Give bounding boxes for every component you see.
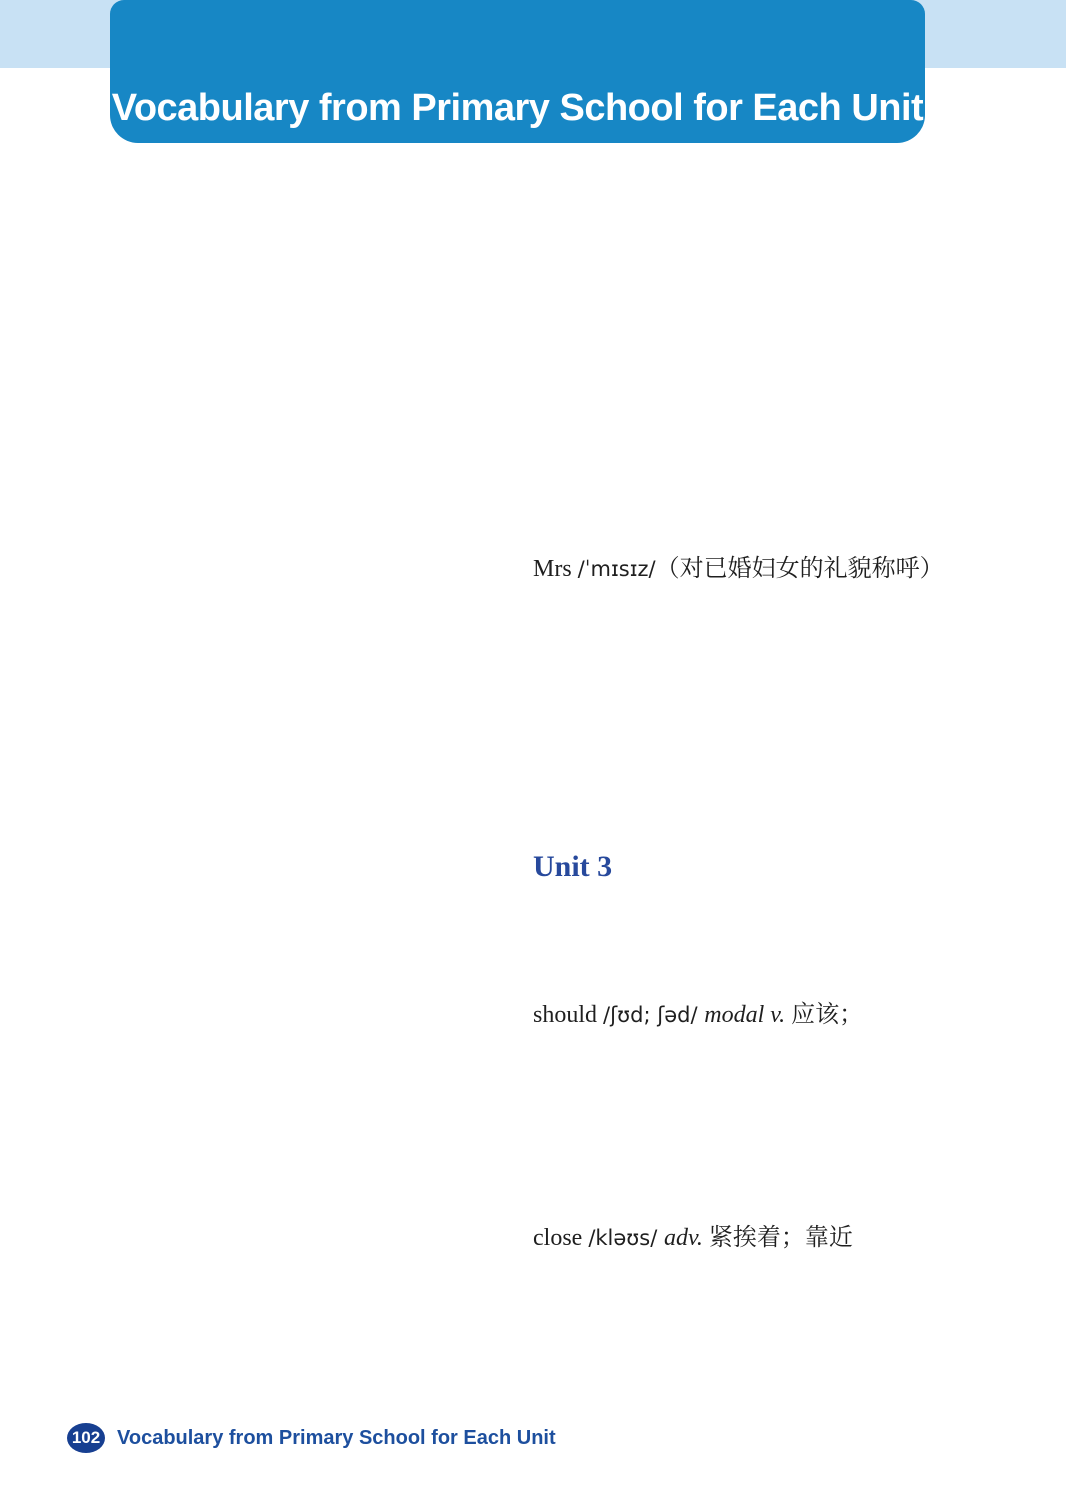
- vocab-entry-line: [533, 1146, 921, 1183]
- entry-text: [533, 556, 944, 582]
- entry-phonetic: /kləʊs/: [588, 1226, 664, 1251]
- vocab-entry-line: [533, 1332, 921, 1369]
- footer-page-number: 102: [71, 1428, 101, 1447]
- entry-text: [533, 1225, 853, 1251]
- entry-word: Mrs: [533, 555, 578, 582]
- entry-phonetic: /ʃʊd; ʃəd/: [603, 1002, 705, 1027]
- page-title: Vocabulary from Primary School for Each Unit: [111, 87, 924, 129]
- vocab-entry-line: [533, 662, 921, 699]
- vocab-entry-line: [533, 588, 921, 625]
- vocab-entry-line: [533, 699, 921, 736]
- vocab-entry-line: [533, 439, 921, 476]
- vocab-entry-line: [533, 253, 921, 290]
- page-banner: [110, 0, 925, 143]
- entry-phonetic: /ˈmɪsɪz/: [577, 556, 656, 581]
- vocab-entry-line: [533, 1257, 921, 1294]
- vocab-entry-line: [533, 1294, 921, 1331]
- vocab-entry-line: [533, 1220, 921, 1257]
- vocab-entry-line: [533, 476, 921, 513]
- entry-word: close: [533, 1225, 589, 1252]
- vocab-entry-line: [533, 997, 921, 1034]
- vocab-entry-line: [533, 1071, 921, 1108]
- vocab-entry-line: [533, 551, 944, 588]
- entry-translation: 紧挨着；靠近: [708, 1225, 853, 1252]
- vocab-entry-line: [533, 1034, 921, 1071]
- unit-heading: Unit 3: [533, 850, 613, 884]
- vocab-entry-line: [533, 885, 921, 922]
- footer-title: Vocabulary from Primary School for Each Unit: [117, 1427, 556, 1449]
- vocab-entry-line: [533, 1183, 921, 1220]
- vocab-column-right: [533, 216, 944, 1369]
- vocab-entry-line: [533, 625, 921, 662]
- vocab-entry-line: [533, 328, 921, 365]
- vocab-entry-line: [533, 737, 921, 774]
- entry-translation: 应该；: [791, 1001, 864, 1028]
- entry-text: [533, 1002, 863, 1028]
- vocab-entry-line: [533, 1109, 921, 1146]
- vocab-entry-line: [533, 923, 921, 960]
- vocab-entry-line: [533, 402, 921, 439]
- vocab-entry-line: [533, 216, 921, 253]
- vocab-entry-line: [533, 774, 921, 811]
- footer-page-number-badge: [67, 1423, 105, 1453]
- page-ref: [0, 1332, 921, 1508]
- vocab-entry-line: [533, 365, 921, 402]
- entry-pos: modal v.: [704, 1001, 792, 1028]
- entry-translation: （对已婚妇女的礼貌称呼）: [655, 555, 944, 582]
- entry-pos: adv.: [663, 1225, 709, 1252]
- vocab-entry-line: [533, 514, 921, 551]
- entry-word: should: [533, 1001, 604, 1028]
- vocab-entry-line: [533, 290, 921, 327]
- vocab-entry-line: [533, 960, 921, 997]
